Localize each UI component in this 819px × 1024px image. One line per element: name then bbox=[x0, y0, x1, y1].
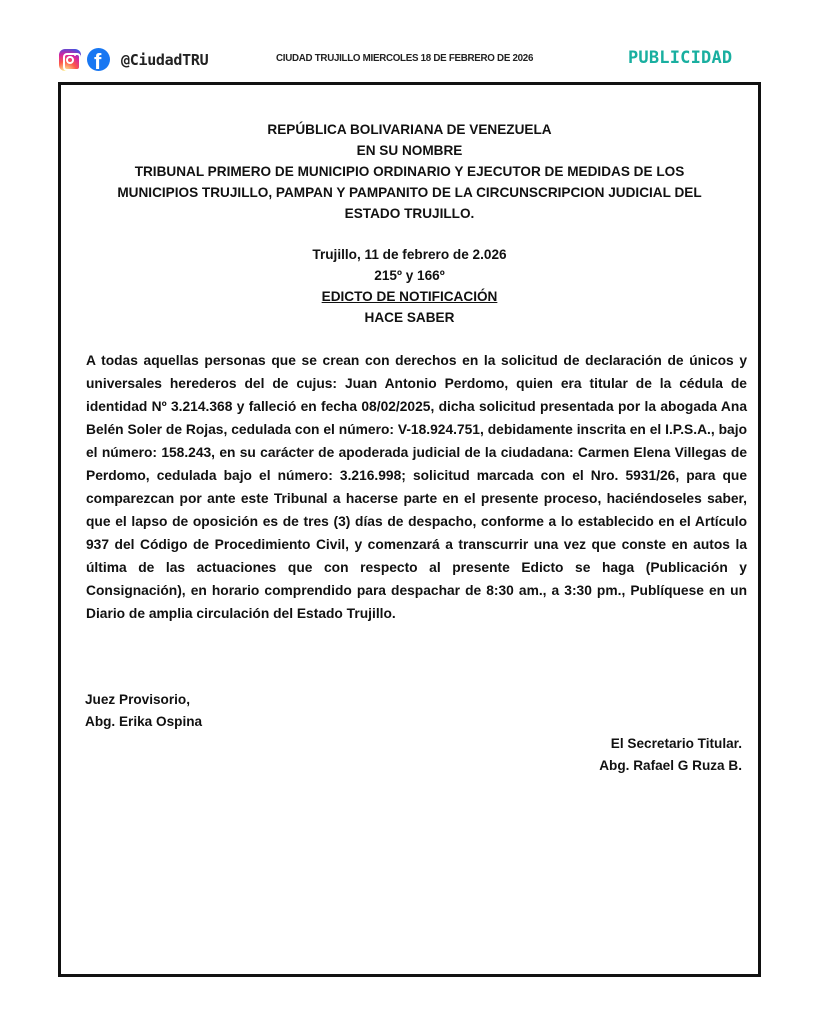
secretary-role: El Secretario Titular. bbox=[610, 736, 742, 751]
heading-line: TRIBUNAL PRIMERO DE MUNICIPIO ORDINARIO Y EJECUTOR DE MEDIDAS DE LOS bbox=[134, 164, 685, 179]
years: 215º y 166º bbox=[374, 268, 445, 283]
social-handle: @CiudadTRU bbox=[121, 50, 209, 69]
notice-heading bbox=[61, 119, 758, 224]
section-label: PUBLICIDAD bbox=[628, 48, 733, 68]
secretary-signature bbox=[599, 733, 742, 777]
place-date: Trujillo, 11 de febrero de 2.026 bbox=[312, 247, 507, 262]
heading-line: ESTADO TRUJILLO. bbox=[344, 206, 475, 221]
notice-title: EDICTO DE NOTIFICACIÓN bbox=[321, 289, 498, 304]
judge-name: Abg. Erika Ospina bbox=[85, 714, 203, 729]
notice-body: A todas aquellas personas que se crean con derechos en la solicitud de declaración de únicos y universales herederos del de cujus: Juan Antonio Perdomo, quien era titular de la cédula de identidad Nº 3.214.368 y falleció en fecha 08/02/2025, dicha solicitud presentada por la abogada Ana Belén Soler de Rojas, cedulada con el número: V-18.924.751, debidamente inscrita en el I.P.S.A., bajo el número: 158.243, en su carácter de apoderada judicial de la ciudadana: Carmen Elena Villegas de Perdomo, cedulada bajo el número: 3.216.998; solicitud marcada con el Nro. 5931/26, para que comparezcan por ante este Tribunal a hacerse parte en el presente proceso, haciéndoseles saber, que el lapso de oposición es de tres (3) días de despacho, conforme a lo establecido en el Artículo 937 del Código de Procedimiento Civil, y comenzará a transcurrir una vez que conste en autos la última de las actuaciones que con respecto al presente Edicto se haga (Publicación y Consignación), en horario comprendido para despachar de 8:30 am., a 3:30 pm., Publíquese en un Diario de amplia circulación del Estado Trujillo. bbox=[86, 353, 747, 621]
social-links bbox=[59, 48, 208, 71]
facebook-icon[interactable]: f bbox=[87, 48, 110, 71]
heading-line: MUNICIPIOS TRUJILLO, PAMPAN Y PAMPANITO DE LA CIRCUNSCRIPCION JUDICIAL DEL bbox=[117, 185, 702, 200]
heading-line: REPÚBLICA BOLIVARIANA DE VENEZUELA bbox=[267, 122, 552, 137]
notice-meta bbox=[61, 244, 758, 328]
page-header bbox=[0, 0, 819, 80]
dateline: CIUDAD TRUJILLO MIERCOLES 18 DE FEBRERO DE 2026 bbox=[276, 52, 534, 64]
instagram-icon[interactable] bbox=[59, 49, 81, 71]
notice-subtitle: HACE SABER bbox=[364, 310, 455, 325]
judge-signature bbox=[85, 689, 202, 733]
judge-role: Juez Provisorio, bbox=[85, 692, 191, 707]
secretary-name: Abg. Rafael G Ruza B. bbox=[599, 758, 742, 773]
legal-notice bbox=[58, 82, 761, 977]
heading-line: EN SU NOMBRE bbox=[356, 143, 463, 158]
